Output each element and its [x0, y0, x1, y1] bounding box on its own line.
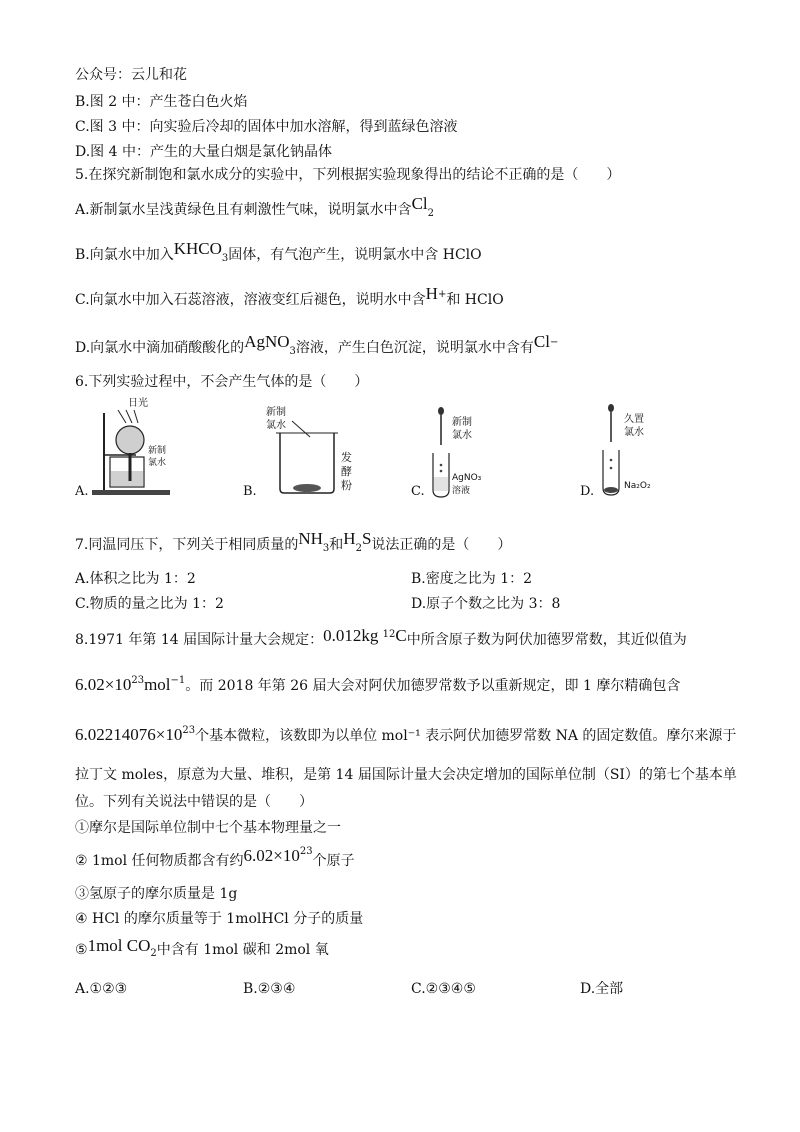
q5-option-b-text: B.向氯水中加入 [75, 247, 174, 263]
formula-superscript: − [549, 337, 559, 348]
q5-option-d [75, 333, 558, 361]
q5-option-c [75, 285, 504, 309]
q4-option-d: D.图 4 中：产生的大量白烟是氯化钠晶体 [75, 144, 332, 160]
fig-a-water-label-2: 氯水 [148, 458, 167, 468]
figure-b-beaker [262, 403, 362, 498]
fig-d-solid-label: Na₂O₂ [624, 481, 651, 491]
q8-line-2-text: 。而 2018 年第 26 届大会对阿伏加德罗常数予以重新规定，即 1 摩尔精确包含 [185, 678, 681, 694]
q4-option-c: C.图 3 中：向实验后冷却的固体中加水溶解，得到蓝绿色溶液 [75, 119, 458, 135]
q8-statement-5-mark: ⑤ [75, 942, 88, 958]
carbon-mass-formula: 0.012kg [323, 626, 383, 645]
q8-line-3-text: 个基本微粒，该数即为以单位 mol⁻¹ 表示阿伏加德罗常数 NA 的固定数值。摩尔来源于 [195, 728, 737, 744]
hydrogen-sulfide-formula-tail: S [361, 529, 372, 548]
q5-option-a [75, 195, 434, 223]
formula-subscript: 2 [355, 543, 362, 554]
q8-option-a: A.①②③ [75, 981, 128, 997]
exponent-superscript: 23 [299, 846, 313, 857]
q7-option-a: A.体积之比为 1：2 [75, 571, 196, 587]
q5-option-d-text-mid: 溶液，产生白色沉淀，说明氯水中含有 [295, 340, 534, 356]
q7-stem-text: 7.同温同压下，下列关于相同质量的 [75, 537, 299, 553]
figure-b-label: B. [243, 484, 257, 499]
hydrogen-sulfide-formula: H [343, 529, 356, 548]
exponent-superscript: 23 [182, 725, 196, 736]
fig-d-water-label-2: 氯水 [624, 427, 644, 438]
figure-d-test-tube [600, 402, 680, 500]
figure-c-test-tube [430, 405, 505, 500]
q8-line-1 [75, 626, 687, 649]
q8-statement-2-text: ② 1mol 任何物质都含有约 [75, 853, 244, 869]
formula-subscript: 3 [221, 253, 229, 264]
q8-option-d: D.全部 [580, 981, 624, 997]
hydrogen-ion-formula: H [425, 284, 438, 303]
carbon-dioxide-formula: 1mol CO [87, 936, 151, 955]
q5-stem: 5.在探究新制饱和氯水成分的实验中，下列根据实验现象得出的结论不正确的是（ ） [75, 167, 621, 183]
fig-a-water-label-1: 新制 [148, 446, 167, 456]
avogadro-approx-value: 6.02×10 [243, 846, 300, 865]
agno3-formula: AgNO [244, 332, 290, 351]
q7-stem [75, 530, 511, 558]
fig-a-light-label: 日光 [128, 398, 148, 409]
q5-option-c-text: C.向氯水中加入石蕊溶液，溶液变红后褪色，说明水中含 [75, 292, 426, 308]
q8-statement-5-text: 中含有 1mol 碳和 2mol 氧 [156, 942, 329, 958]
q8-statement-5 [75, 937, 329, 963]
chlorine-formula: Cl [411, 194, 428, 213]
q8-line-1-text: 8.1971 年第 14 届国际计量大会规定： [75, 632, 324, 648]
q7-option-c: C.物质的量之比为 1：2 [75, 596, 224, 612]
carbon-symbol: C [395, 626, 407, 645]
q7-and-text: 和 [329, 537, 344, 553]
fig-c-solution-label-1: AgNO₃ [452, 473, 482, 483]
q8-statement-2 [75, 843, 355, 870]
q8-line-4: 拉丁文 moles，原意为大量、堆积，是第 14 届国际计量大会决定增加的国际单位制（SI）的第七个基本单 [75, 767, 737, 783]
q5-option-c-text-end: 和 HClO [446, 292, 504, 308]
avogadro-exact-value: 6.02214076×10 [75, 725, 183, 744]
figure-a-apparatus [90, 395, 175, 500]
khco3-formula: KHCO [173, 239, 222, 258]
fig-b-powder-label-1: 发 [341, 451, 352, 464]
formula-subscript: 3 [289, 346, 296, 357]
header-watermark: 公众号：云儿和花 [75, 67, 187, 83]
isotope-superscript: 12 [382, 629, 396, 640]
q8-statement-2-text-end: 个原子 [312, 853, 355, 869]
mol-unit: mol [144, 675, 171, 694]
figure-d-label: D. [580, 484, 595, 499]
q7-option-d: D.原子个数之比为 3：8 [411, 596, 561, 612]
chloride-ion-formula: Cl [533, 332, 550, 351]
fig-b-water-label-1: 新制 [266, 407, 286, 418]
q4-option-b: B.图 2 中：产生苍白色火焰 [75, 94, 248, 110]
q8-line-1-text-end: 中所含原子数为阿伏加德罗常数，其近似值为 [406, 632, 687, 648]
fig-d-water-label-1: 久置 [624, 414, 644, 425]
q8-line-2 [75, 672, 680, 695]
q5-option-b-text-end: 固体，有气泡产生，说明氯水中含 HClO [228, 247, 482, 263]
q8-line-5: 位。下列有关说法中错误的是（ ） [75, 794, 313, 810]
figure-a-label: A. [75, 484, 89, 499]
q5-option-a-text: A.新制氯水呈浅黄绿色且有刺激性气味，说明氯水中含 [75, 202, 412, 218]
fig-b-powder-label-3: 粉 [341, 479, 352, 492]
q8-line-3 [75, 722, 736, 745]
formula-subscript: 2 [427, 208, 434, 219]
fig-b-powder-label-2: 酵 [341, 465, 352, 478]
unit-superscript: −1 [170, 675, 186, 686]
q5-option-b [75, 240, 482, 268]
q6-stem: 6.下列实验过程中，不会产生气体的是（ ） [75, 374, 369, 390]
q5-option-d-text: D.向氯水中滴加硝酸酸化的 [75, 340, 245, 356]
q8-option-c: C.②③④⑤ [411, 981, 476, 997]
q8-statement-4: ④ HCl 的摩尔质量等于 1molHCl 分子的质量 [75, 911, 364, 927]
ammonia-formula: NH [298, 529, 323, 548]
formula-subscript: 2 [150, 948, 157, 959]
q7-option-b: B.密度之比为 1：2 [411, 571, 533, 587]
fig-c-water-label-2: 氯水 [452, 430, 472, 441]
formula-superscript: + [437, 289, 447, 300]
q7-stem-text-end: 说法正确的是（ ） [371, 537, 512, 553]
exponent-superscript: 23 [131, 675, 145, 686]
formula-subscript: 3 [322, 543, 330, 554]
fig-c-water-label-1: 新制 [452, 417, 472, 428]
q8-option-b: B.②③④ [243, 981, 296, 997]
fig-b-water-label-2: 氯水 [266, 420, 286, 431]
figure-c-label: C. [411, 484, 425, 499]
q8-statement-1: ①摩尔是国际单位制中七个基本物理量之一 [75, 820, 341, 836]
avogadro-approx-value: 6.02×10 [75, 675, 132, 694]
q8-statement-3: ③氢原子的摩尔质量是 1g [75, 886, 238, 902]
fig-c-solution-label-2: 溶液 [452, 486, 471, 496]
